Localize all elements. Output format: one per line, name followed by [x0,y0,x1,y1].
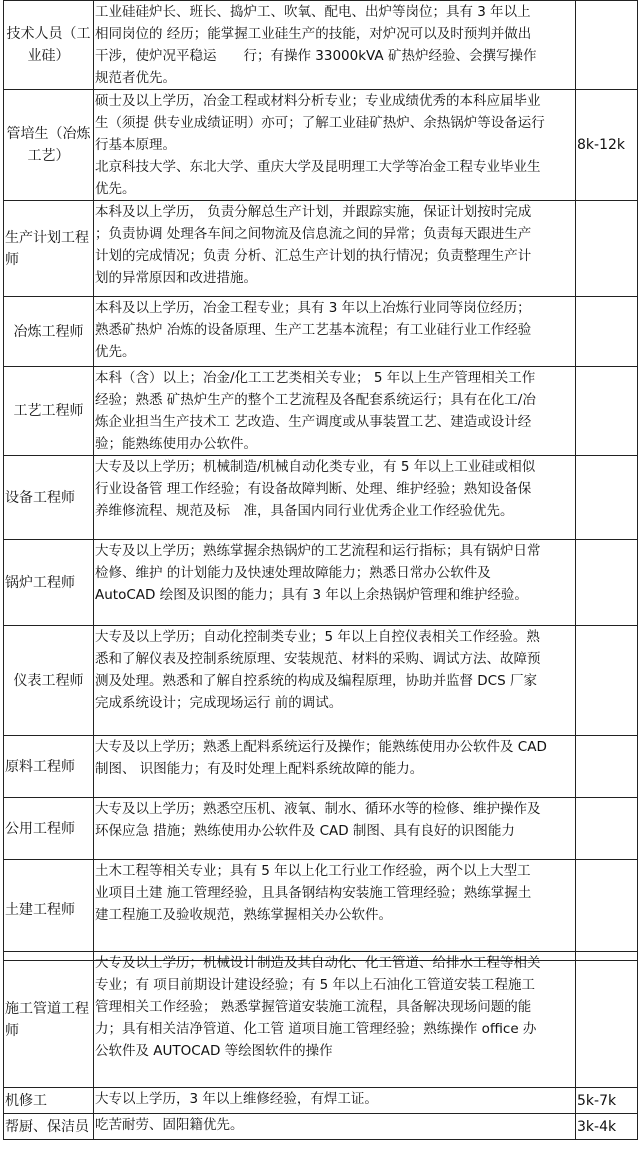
requirement-line: 吃苦耐劳、固阳籍优先。 [95,1117,244,1133]
requirements-cell [94,626,576,736]
job-table-continued [3,951,638,1140]
position-cell: 生产计划工程师 [4,201,94,297]
requirement-line: 管理相关工作经验； 熟悉掌握管道安装施工流程，具备解决现场问题的能 [95,999,532,1015]
salary-cell [576,626,638,736]
position-cell: 冶炼工程师 [4,297,94,367]
requirement-line: 划的异常原因和改进措施。 [95,270,257,286]
requirement-line: 专业；有 项目前期设计建设经验；有 5 年以上石油化工管道安装工程施工 [95,977,535,993]
requirement-line: 建工程施工及验收规范，熟练掌握相关办公软件。 [95,907,392,923]
requirements-cell [94,201,576,297]
requirements-cell [94,860,576,961]
position-cell: 土建工程师 [4,860,94,961]
salary-cell [576,1,638,90]
requirements-cell [94,367,576,456]
requirements-cell [94,297,576,367]
requirement-line: 大专及以上学历；熟悉空压机、液氧、制水、循环水等的检修、维护操作及 [95,801,541,817]
requirements-cell [94,952,576,1088]
requirement-line: 环保应急 措施；熟练使用办公软件及 CAD 制图、具有良好的识图能力 [95,823,515,839]
requirement-line: 大专及以上学历；机械设计制造及其自动化、化工管道、给排水工程等相关 [95,955,541,971]
requirement-line: 验；能熟练使用办公软件。 [95,436,257,452]
requirements-cell [94,1,576,90]
requirement-line: 测及处理。熟悉和了解自控系统的构成及编程原理，协助并监督 DCS 厂家 [95,673,537,689]
requirement-line: 养维修流程、规范及标 准，具备国内同行业优秀企业工作经验优先。 [95,503,514,519]
requirement-line: 土木工程等相关专业；具有 5 年以上化工行业工作经验，两个以上大型工 [95,863,531,879]
requirement-line: 炼企业担当生产技术工 艺改造、生产调度或从事装置工艺、建造或设计经 [95,414,532,430]
table-row [4,736,638,798]
salary-cell [576,540,638,626]
salary-cell [576,736,638,798]
requirement-line: 干涉，使炉况平稳运 行；有操作 33000kVA 矿热炉经验、会撰写操作 [95,48,537,64]
position-cell: 施工管道工程师 [4,952,94,1088]
requirements-cell [94,1114,576,1140]
table-row [4,540,638,626]
table-row [4,798,638,860]
requirement-line: 业项目土建 施工管理经验，且具备钢结构安装施工管理经验；熟练掌握土 [95,885,532,901]
position-cell: 设备工程师 [4,456,94,540]
table-row [4,201,638,297]
requirement-line: AutoCAD 绘图及识图的能力；具有 3 年以上余热锅炉管理和维护经验。 [95,587,528,603]
requirement-line: 计划的完成情况；负责 分析、汇总生产计划的执行情况；负责整理生产计 [95,248,532,264]
requirements-cell [94,456,576,540]
position-cell: 仪表工程师 [4,626,94,736]
requirement-line: 完成系统设计；完成现场运行 前的调试。 [95,695,343,711]
requirement-line: ；负责协调 处理各车间之间物流及信息流之间的异常；负责每天跟进生产 [95,226,532,242]
salary-cell: 8k-12k [576,90,638,201]
position-cell: 工艺工程师 [4,367,94,456]
requirement-line: 熟悉矿热炉 冶炼的设备原理、生产工艺基本流程；有工业硅行业工作经验 [95,322,532,338]
requirements-cell [94,1088,576,1114]
salary-cell [576,201,638,297]
salary-cell: 3k-4k [576,1114,638,1140]
requirements-cell [94,90,576,201]
requirement-line: 大专及以上学历；熟悉上配料系统运行及操作；能熟练使用办公软件及 CAD [95,739,547,755]
table-row [4,456,638,540]
requirement-line: 规范者优先。 [95,70,176,86]
salary-cell [576,860,638,961]
position-cell: 锅炉工程师 [4,540,94,626]
table-row [4,367,638,456]
table-row [4,1,638,90]
requirements-cell [94,798,576,860]
position-cell: 帮厨、保洁员 [4,1114,94,1140]
requirement-line: 优先。 [95,181,136,197]
requirement-line: 行业设备管 理工作经验；有设备故障判断、处理、维护经验；熟知设备保 [95,481,532,497]
position-cell: 机修工 [4,1088,94,1114]
position-cell: 管培生（冶炼工艺） [4,90,94,201]
requirements-cell [94,540,576,626]
salary-cell [576,456,638,540]
salary-cell [576,297,638,367]
job-table [3,0,638,961]
requirement-line: 制图、 识图能力；有及时处理上配料系统故障的能力。 [95,761,424,777]
requirements-cell [94,736,576,798]
requirement-line: 工业硅硅炉长、班长、捣炉工、吹氧、配电、出炉等岗位；具有 3 年以上 [95,4,531,20]
salary-cell [576,367,638,456]
table-row [4,626,638,736]
requirement-line: 经验；熟悉 矿热炉生产的整个工艺流程及各配套系统运行；具有在化工/冶 [95,392,536,408]
position-cell: 技术人员（工业硅） [4,1,94,90]
requirement-line: 相同岗位的 经历；能掌握工业硅生产的技能，对炉况可以及时预判并做出 [95,26,532,42]
table-row [4,1088,638,1114]
salary-cell [576,952,638,1088]
requirement-line: 大专及以上学历；熟练掌握余热锅炉的工艺流程和运行指标；具有锅炉日常 [95,543,541,559]
table-row [4,90,638,201]
requirement-line: 北京科技大学、东北大学、重庆大学及昆明理工大学等冶金工程专业毕业生 [95,159,541,175]
table-row [4,860,638,961]
requirement-line: 行基本原理。 [95,137,176,153]
requirement-line: 生（须提 供专业成绩证明）亦可；了解工业硅矿热炉、余热锅炉等设备运行 [95,115,545,131]
position-cell: 原料工程师 [4,736,94,798]
requirement-line: 力；具有相关洁净管道、化工管 道项目施工管理经验；熟练操作 office 办 [95,1021,537,1037]
requirement-line: 本科（含）以上；冶金/化工工艺类相关专业； 5 年以上生产管理相关工作 [95,370,536,386]
requirement-line: 悉和了解仪表及控制系统原理、安装规范、材料的采购、调试方法、故障预 [95,651,541,667]
table-row [4,1114,638,1140]
requirement-line: 优先。 [95,344,136,360]
requirement-line: 硕士及以上学历，冶金工程或材料分析专业；专业成绩优秀的本科应届毕业 [95,93,541,109]
requirement-line: 本科及以上学历， 负责分解总生产计划，并跟踪实施，保证计划按时完成 [95,204,532,220]
requirement-line: 检修、维护 的计划能力及快速处理故障能力；熟悉日常办公软件及 [95,565,491,581]
requirement-line: 大专以上学历，3 年以上维修经验，有焊工证。 [95,1091,378,1107]
salary-cell [576,798,638,860]
table-row [4,952,638,1088]
salary-cell: 5k-7k [576,1088,638,1114]
requirement-line: 公软件及 AUTOCAD 等绘图软件的操作 [95,1043,333,1059]
position-cell: 公用工程师 [4,798,94,860]
requirement-line: 大专及以上学历；自动化控制类专业；5 年以上自控仪表相关工作经验。熟 [95,629,540,645]
requirement-line: 本科及以上学历，冶金工程专业；具有 3 年以上冶炼行业同等岗位经历； [95,300,531,316]
table-row [4,297,638,367]
requirement-line: 大专及以上学历；机械制造/机械自动化类专业，有 5 年以上工业硅或相似 [95,459,536,475]
